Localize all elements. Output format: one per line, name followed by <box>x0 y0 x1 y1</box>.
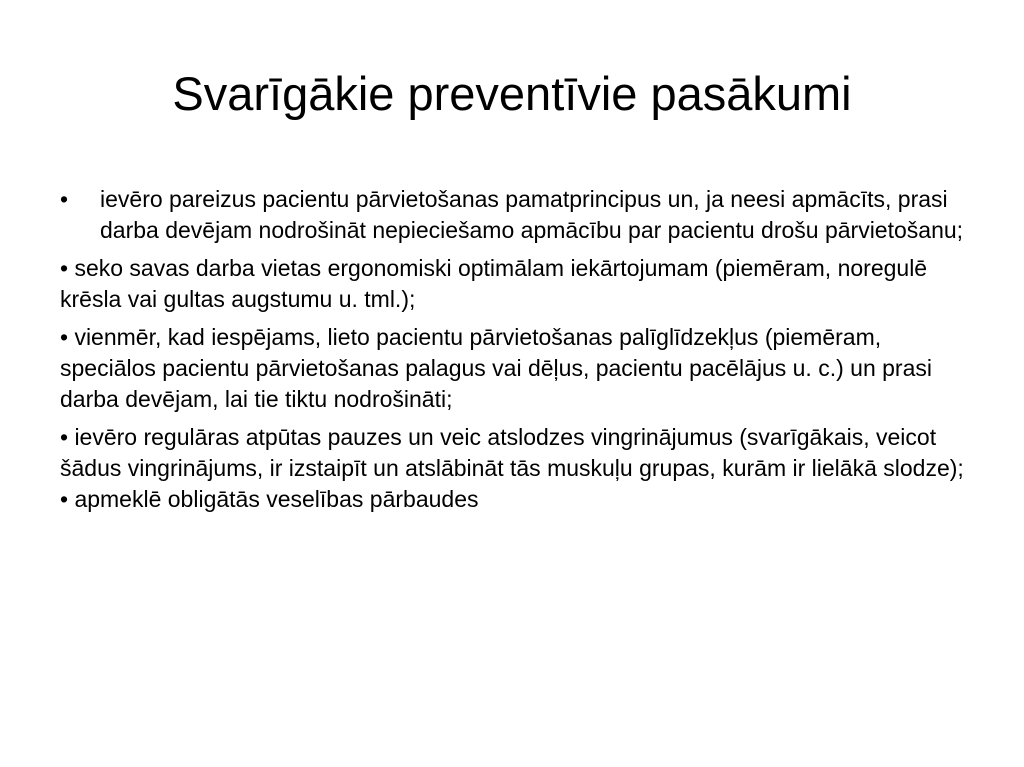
slide-body <box>60 184 970 522</box>
slide-title: Svarīgākie preventīvie pasākumi <box>172 67 852 120</box>
list-item-text: • vienmēr, kad iespējams, lieto pacientu pārvietošanas palīglīdzekļus (piemēram, speciālos pacientu pārvietošanas palagus vai dēļus, pacientu pacēlājus u. c.) un prasi darba devējam, lai tie tiktu nodrošināti; <box>60 324 932 412</box>
list-item-text: • ievēro regulāras atpūtas pauzes un veic atslodzes vingrinājumus (svarīgākais, veicot šādus vingrinājums, ir izstaipīt un atslābināt tās muskuļu grupas, kurām ir lielākā slodze); • apmeklē obligātās veselības pārbaudes <box>60 424 964 512</box>
list-item-text: ievēro pareizus pacientu pārvietošanas pamatprincipus un, ja neesi apmācīts, prasi darba devējam nodrošināt nepieciešamo apmācību par pacientu drošu pārvietošanu; <box>100 186 964 243</box>
bullet-icon: • <box>60 186 69 212</box>
list-item <box>60 253 970 315</box>
list-item <box>60 322 970 415</box>
list-item <box>60 422 970 515</box>
list-item-text: • seko savas darba vietas ergonomiski optimālam iekārtojumam (piemēram, noregulē krēsla vai gultas augstumu u. tml.); <box>60 255 928 312</box>
list-item <box>60 184 970 246</box>
